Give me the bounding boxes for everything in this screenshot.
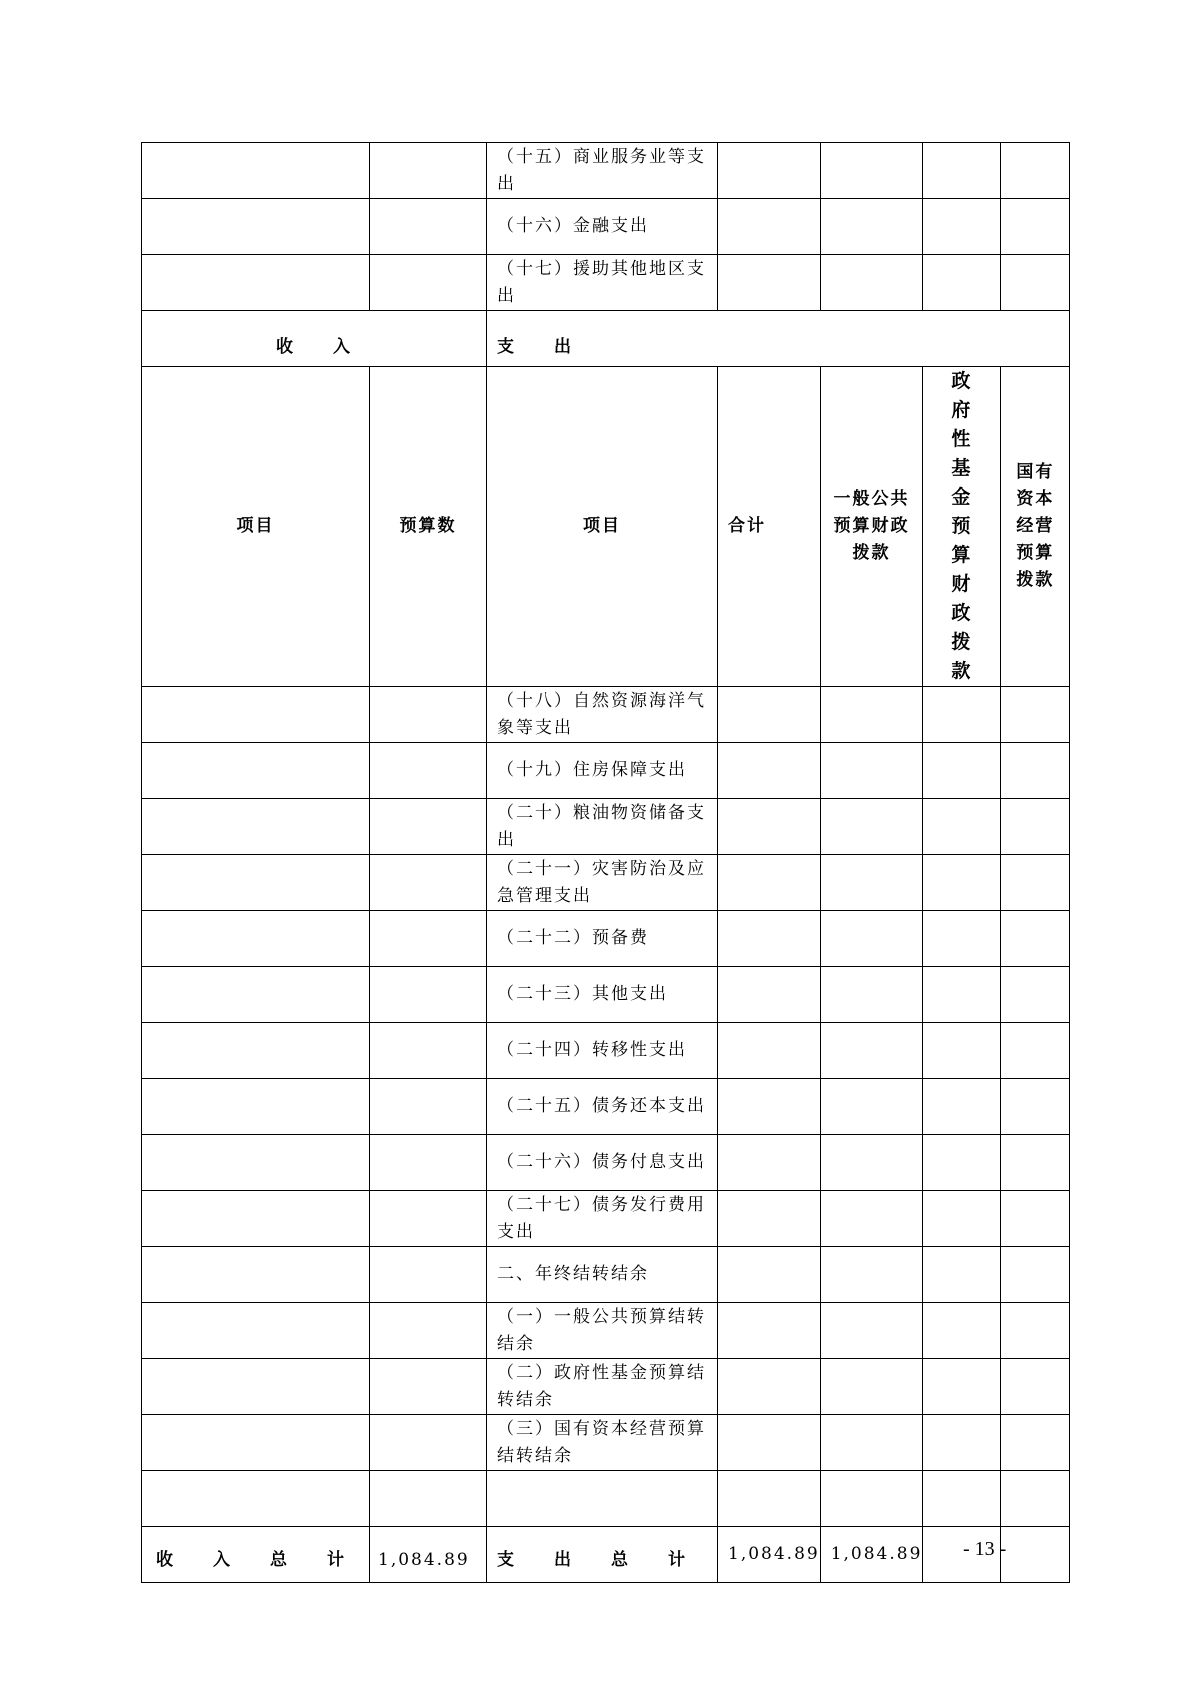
table-row <box>142 855 1070 911</box>
expense-item-cell: 二、年终结转结余 <box>487 1247 718 1303</box>
income-budget-cell <box>370 911 487 967</box>
state-capital-cell <box>1001 911 1070 967</box>
total-cell <box>718 1023 821 1079</box>
income-budget-cell <box>370 1191 487 1247</box>
income-budget-cell <box>370 1135 487 1191</box>
table-row <box>142 1303 1070 1359</box>
state-capital-header: 国有资本经营预算拨款 <box>1001 367 1070 687</box>
section-header-row <box>142 311 1070 367</box>
income-item-header: 项目 <box>142 367 370 687</box>
income-budget-cell <box>370 143 487 199</box>
gov-fund-cell <box>923 911 1001 967</box>
state-capital-cell <box>1001 687 1070 743</box>
gov-fund-cell <box>923 1359 1001 1415</box>
total-cell <box>718 743 821 799</box>
table-row <box>142 967 1070 1023</box>
income-item-cell <box>142 1359 370 1415</box>
income-budget-cell <box>370 967 487 1023</box>
total-cell <box>718 687 821 743</box>
general-budget-cell <box>820 743 923 799</box>
income-budget-cell <box>370 1359 487 1415</box>
state-capital-cell <box>1001 1023 1070 1079</box>
income-item-cell <box>142 143 370 199</box>
state-capital-cell <box>1001 1247 1070 1303</box>
column-header-row <box>142 367 1070 687</box>
expense-item-cell: （二十五）债务还本支出 <box>487 1079 718 1135</box>
general-budget-cell <box>820 1135 923 1191</box>
expense-item-cell: （二十四）转移性支出 <box>487 1023 718 1079</box>
totals-row <box>142 1527 1070 1583</box>
table-row <box>142 199 1070 255</box>
total-cell <box>718 1135 821 1191</box>
income-item-cell <box>142 1191 370 1247</box>
total-cell <box>718 143 821 199</box>
table-row <box>142 1191 1070 1247</box>
table-row <box>142 143 1070 199</box>
gov-fund-header: 政府性基金预算财政拨款 <box>923 367 1001 687</box>
general-budget-cell <box>820 967 923 1023</box>
table-row <box>142 1359 1070 1415</box>
income-item-cell <box>142 743 370 799</box>
state-capital-cell <box>1001 1303 1070 1359</box>
general-budget-cell <box>820 911 923 967</box>
state-capital-cell <box>1001 1415 1070 1471</box>
income-total-label: 收 入 总 计 <box>142 1527 370 1583</box>
general-budget-cell <box>820 1079 923 1135</box>
gov-fund-cell <box>923 1191 1001 1247</box>
gov-fund-cell <box>923 1415 1001 1471</box>
income-budget-cell <box>370 1023 487 1079</box>
gov-fund-cell <box>923 1023 1001 1079</box>
income-budget-cell <box>370 1247 487 1303</box>
gov-fund-cell <box>923 855 1001 911</box>
expense-item-cell: （二十六）债务付息支出 <box>487 1135 718 1191</box>
expense-section-label: 支 出 <box>487 311 1070 367</box>
income-budget-header: 预算数 <box>370 367 487 687</box>
income-item-cell <box>142 1303 370 1359</box>
state-capital-cell <box>1001 199 1070 255</box>
gov-fund-cell <box>923 799 1001 855</box>
income-item-cell <box>142 1079 370 1135</box>
general-budget-cell <box>820 255 923 311</box>
income-item-cell <box>142 855 370 911</box>
income-item-cell <box>142 687 370 743</box>
table-row <box>142 1415 1070 1471</box>
total-cell <box>718 1079 821 1135</box>
expense-item-cell: （二）政府性基金预算结转结余 <box>487 1359 718 1415</box>
state-capital-cell <box>1001 799 1070 855</box>
general-budget-cell <box>820 1415 923 1471</box>
general-budget-cell <box>820 1359 923 1415</box>
gov-fund-cell <box>923 967 1001 1023</box>
total-cell <box>718 255 821 311</box>
income-budget-cell <box>370 1471 487 1527</box>
income-item-cell <box>142 1471 370 1527</box>
total-cell <box>718 1247 821 1303</box>
state-capital-cell <box>1001 143 1070 199</box>
income-item-cell <box>142 1415 370 1471</box>
state-capital-cell <box>1001 967 1070 1023</box>
income-budget-cell <box>370 743 487 799</box>
income-item-cell <box>142 1135 370 1191</box>
total-value: 1,084.89 <box>718 1527 821 1583</box>
income-item-cell <box>142 911 370 967</box>
gov-fund-cell <box>923 1135 1001 1191</box>
state-capital-cell <box>1001 1359 1070 1415</box>
income-budget-cell <box>370 799 487 855</box>
expense-item-cell: （十九）住房保障支出 <box>487 743 718 799</box>
general-budget-cell <box>820 1023 923 1079</box>
general-budget-cell <box>820 1191 923 1247</box>
expense-item-cell: （十八）自然资源海洋气象等支出 <box>487 687 718 743</box>
gov-fund-cell <box>923 1303 1001 1359</box>
income-item-cell <box>142 255 370 311</box>
expense-item-cell: （三）国有资本经营预算结转结余 <box>487 1415 718 1471</box>
total-cell <box>718 799 821 855</box>
general-budget-cell <box>820 143 923 199</box>
income-item-cell <box>142 1023 370 1079</box>
gov-fund-cell <box>923 255 1001 311</box>
state-capital-cell <box>1001 855 1070 911</box>
general-budget-cell <box>820 1471 923 1527</box>
income-budget-cell <box>370 1303 487 1359</box>
gov-fund-cell <box>923 1247 1001 1303</box>
income-section-label: 收 入 <box>142 311 487 367</box>
table-row <box>142 1079 1070 1135</box>
total-cell <box>718 1303 821 1359</box>
table-row <box>142 255 1070 311</box>
general-budget-cell <box>820 199 923 255</box>
general-budget-cell <box>820 1247 923 1303</box>
state-capital-cell <box>1001 1191 1070 1247</box>
general-budget-cell <box>820 799 923 855</box>
expense-item-cell: （二十一）灾害防治及应急管理支出 <box>487 855 718 911</box>
income-item-cell <box>142 799 370 855</box>
state-capital-total-value <box>1001 1527 1070 1583</box>
state-capital-cell <box>1001 1135 1070 1191</box>
table-row <box>142 1023 1070 1079</box>
table-row <box>142 687 1070 743</box>
general-budget-cell <box>820 1303 923 1359</box>
expense-item-cell: （二十三）其他支出 <box>487 967 718 1023</box>
income-item-cell <box>142 967 370 1023</box>
general-budget-cell <box>820 855 923 911</box>
total-header: 合计 <box>718 367 821 687</box>
total-cell <box>718 855 821 911</box>
page-number: - 13 - <box>963 1538 1007 1560</box>
table-row <box>142 1247 1070 1303</box>
expense-total-label: 支 出 总 计 <box>487 1527 718 1583</box>
general-budget-cell <box>820 687 923 743</box>
state-capital-cell <box>1001 255 1070 311</box>
expense-item-cell: （十六）金融支出 <box>487 199 718 255</box>
expense-item-cell: （二十）粮油物资储备支出 <box>487 799 718 855</box>
total-cell <box>718 1415 821 1471</box>
general-budget-header: 一般公共预算财政拨款 <box>820 367 923 687</box>
state-capital-cell <box>1001 743 1070 799</box>
expense-item-cell <box>487 1471 718 1527</box>
total-cell <box>718 1359 821 1415</box>
income-total-value: 1,084.89 <box>370 1527 487 1583</box>
gov-fund-cell <box>923 199 1001 255</box>
expense-item-header: 项目 <box>487 367 718 687</box>
state-capital-cell <box>1001 1471 1070 1527</box>
income-item-cell <box>142 199 370 255</box>
expense-item-cell: （十五）商业服务业等支出 <box>487 143 718 199</box>
gov-fund-cell <box>923 1079 1001 1135</box>
total-cell <box>718 967 821 1023</box>
table-row <box>142 1471 1070 1527</box>
budget-table <box>141 142 1070 1583</box>
expense-item-cell: （十七）援助其他地区支出 <box>487 255 718 311</box>
table-row <box>142 743 1070 799</box>
expense-item-cell: （二十七）债务发行费用支出 <box>487 1191 718 1247</box>
table-row <box>142 911 1070 967</box>
income-budget-cell <box>370 1415 487 1471</box>
total-cell <box>718 911 821 967</box>
table-row <box>142 1135 1070 1191</box>
gov-fund-cell <box>923 1471 1001 1527</box>
gov-fund-cell <box>923 687 1001 743</box>
state-capital-cell <box>1001 1079 1070 1135</box>
total-cell <box>718 199 821 255</box>
gov-fund-cell <box>923 143 1001 199</box>
total-cell <box>718 1471 821 1527</box>
table-row <box>142 799 1070 855</box>
income-budget-cell <box>370 855 487 911</box>
expense-item-cell: （二十二）预备费 <box>487 911 718 967</box>
general-budget-total-value: 1,084.89 <box>820 1527 923 1583</box>
income-budget-cell <box>370 687 487 743</box>
income-item-cell <box>142 1247 370 1303</box>
gov-fund-cell <box>923 743 1001 799</box>
income-budget-cell <box>370 1079 487 1135</box>
total-cell <box>718 1191 821 1247</box>
income-budget-cell <box>370 255 487 311</box>
income-budget-cell <box>370 199 487 255</box>
expense-item-cell: （一）一般公共预算结转结余 <box>487 1303 718 1359</box>
